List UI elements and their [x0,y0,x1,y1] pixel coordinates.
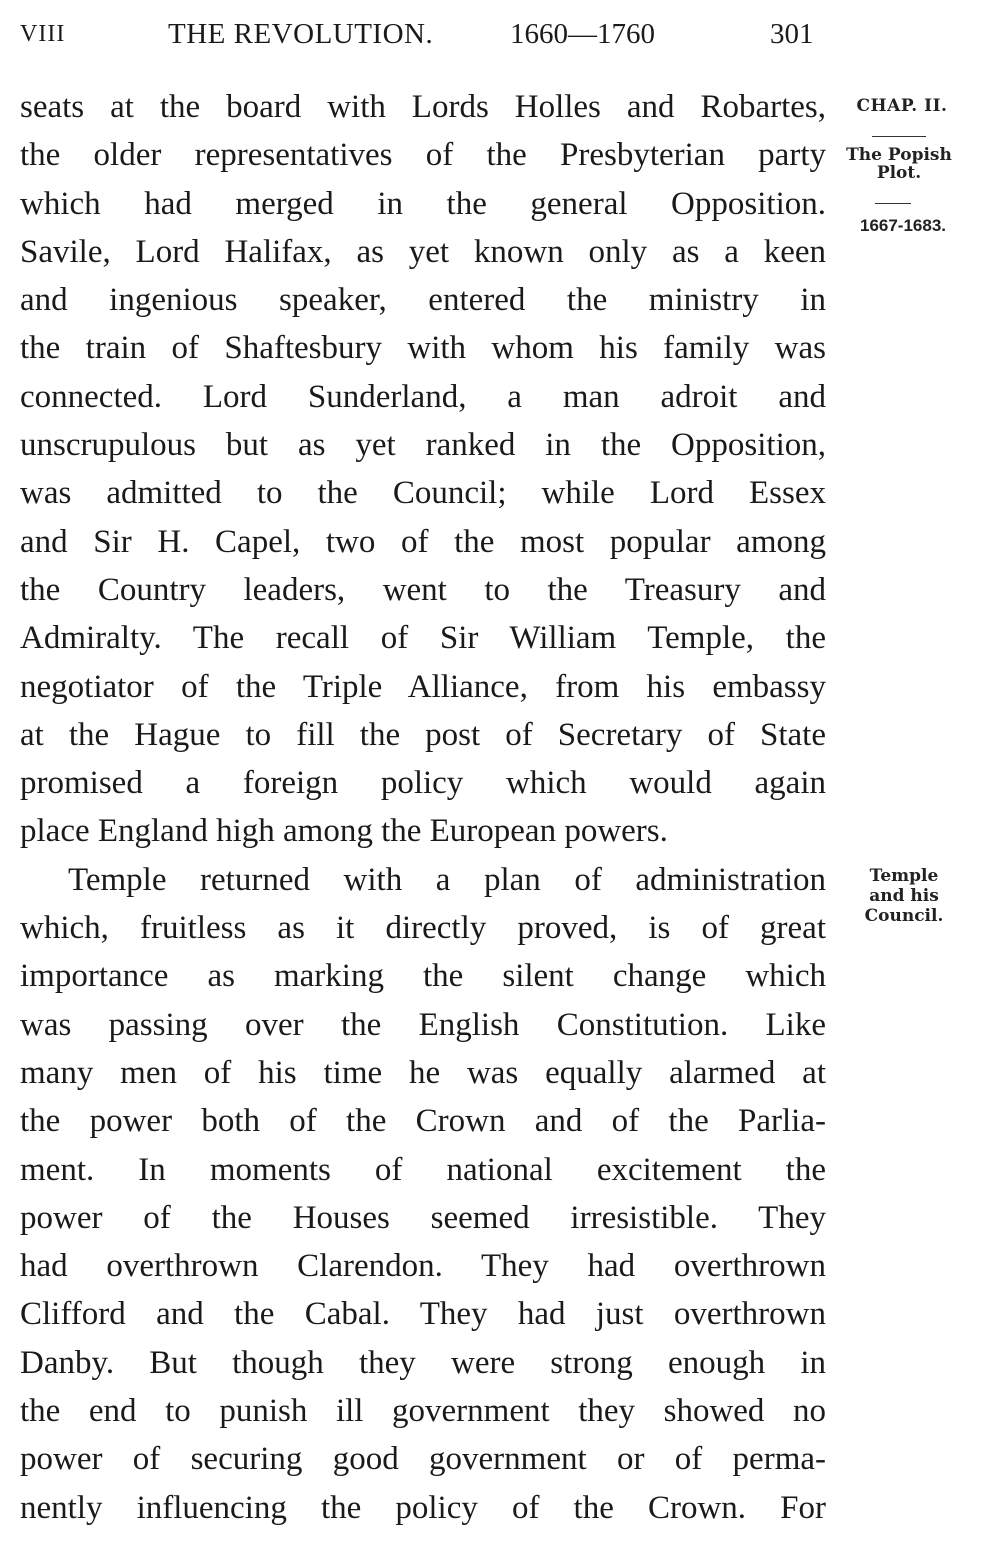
margin-topic-line: Council. [864,906,944,926]
text-line: which had merged in the general Opposition. [20,185,826,222]
text-line: many men of his time he was equally alarmed at [20,1054,826,1091]
page-number: 301 [770,18,814,50]
header-title: THE REVOLUTION. [168,18,434,50]
header-chapter-number: VIII [20,21,66,47]
text-line: the train of Shaftesbury with whom his family was [20,330,826,367]
text-line: Clifford and the Cabal. They had just overthrown [20,1296,826,1333]
text-line: and Sir H. Capel, two of the most popular among [20,523,826,560]
text-line: power of securing good government or of perma- [20,1441,826,1478]
text-line: connected. Lord Sunderland, a man adroit and [20,378,826,415]
text-line: Danby. But though they were strong enough in [20,1344,826,1381]
margin-topic-line: The Popish [846,145,952,165]
text-line: had overthrown Clarendon. They had overthrown [20,1248,826,1285]
text-line: unscrupulous but as yet ranked in the Opposition, [20,427,826,464]
margin-rule-divider [875,203,911,204]
text-line: Savile, Lord Halifax, as yet known only as a keen [20,233,826,270]
text-line: place England high among the European powers. [20,813,668,850]
margin-topic-line: and his [869,886,939,906]
margin-rule-divider [872,136,926,137]
text-line: promised a foreign policy which would again [20,765,826,802]
text-line: the older representatives of the Presbyterian party [20,137,826,174]
text-line: nently influencing the policy of the Crown. For [20,1489,826,1526]
text-line: at the Hague to fill the post of Secretary of State [20,716,826,753]
text-line: negotiator of the Triple Alliance, from his embassy [20,668,826,705]
margin-topic-popish-plot [828,146,970,182]
margin-date-range: 1667-1683. [859,216,947,235]
paragraph-start-line: Temple returned with a plan of administration [68,861,826,898]
text-line: and ingenious speaker, entered the ministry in [20,282,826,319]
text-line: the power both of the Crown and of the Parlia- [20,1103,826,1140]
text-line: seats at the board with Lords Holles and Robartes, [20,89,826,125]
text-line: power of the Houses seemed irresistible. They [20,1199,826,1236]
text-line: ment. In moments of national excitement the [20,1151,826,1188]
margin-topic-line: Plot. [876,163,922,183]
text-line: was passing over the English Constitution. Like [20,1006,826,1043]
text-line: importance as marking the silent change which [20,958,826,995]
running-header [0,14,1000,54]
main-text-column [20,83,826,1532]
text-line: which, fruitless as it directly proved, is of great [20,910,826,947]
margin-topic-temple-council [846,866,962,926]
text-line: Admiralty. The recall of Sir William Temple, the [20,620,826,657]
text-line: the end to punish ill government they showed no [20,1393,826,1430]
text-line: was admitted to the Council; while Lord Essex [20,475,826,512]
margin-topic-line: Temple [869,866,939,886]
header-date-range: 1660—1760 [510,18,655,50]
text-line: the Country leaders, went to the Treasury and [20,571,826,608]
margin-chapter-reference: CHAP. II. [856,96,948,116]
